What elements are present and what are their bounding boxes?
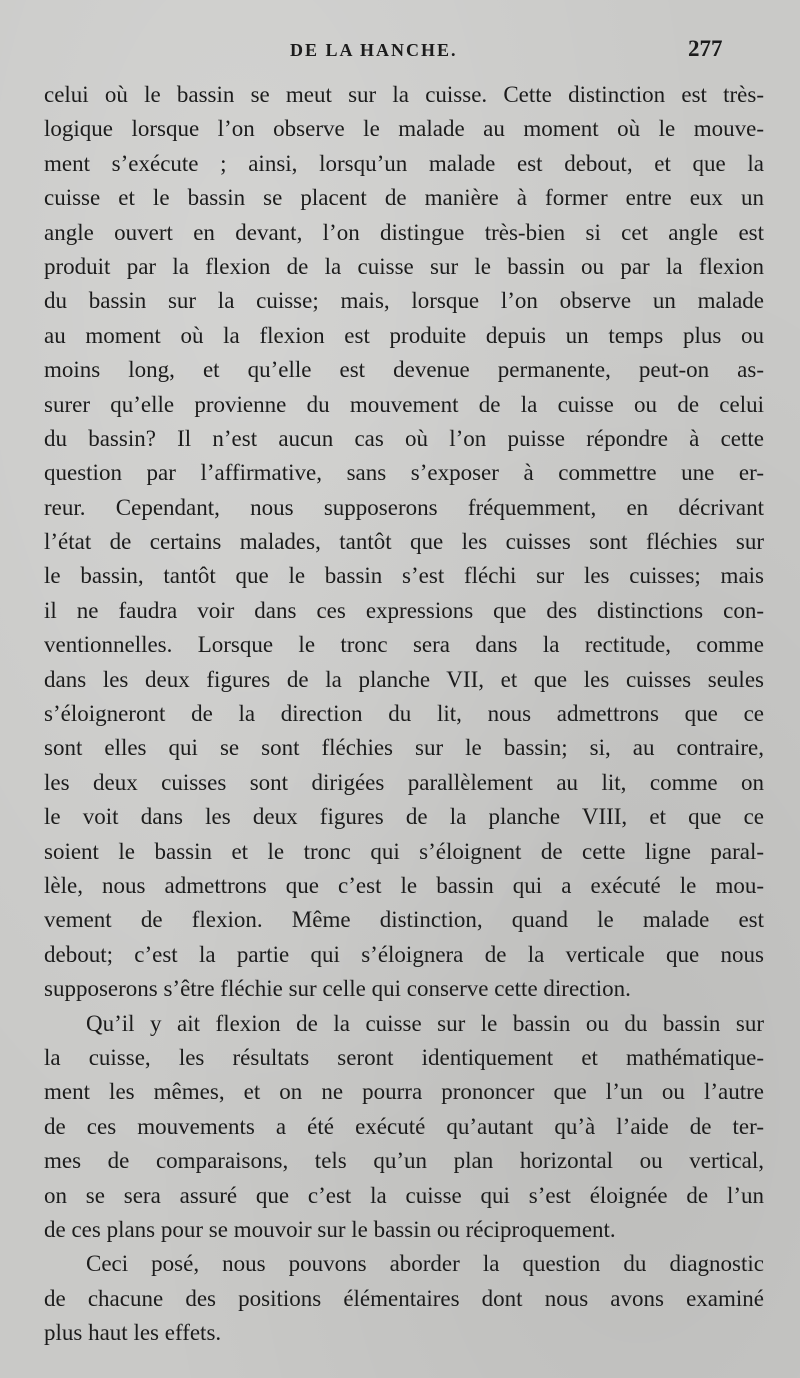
body-text bbox=[44, 78, 764, 1350]
page-number: 277 bbox=[688, 36, 723, 61]
text-line: question par l’affirmative, sans s’exposer à commettre une er- bbox=[44, 460, 764, 486]
text-line: s’éloigneront de la direction du lit, nous admettrons que ce bbox=[44, 701, 764, 727]
text-line: mes de comparaisons, tels qu’un plan horizontal ou vertical, bbox=[44, 1148, 764, 1174]
text-line: de chacune des positions élémentaires dont nous avons examiné bbox=[44, 1285, 764, 1311]
text-line: reur. Cependant, nous supposerons fréquemment, en décrivant bbox=[44, 494, 764, 520]
text-line: les deux cuisses sont dirigées parallèlement au lit, comme on bbox=[44, 769, 764, 795]
text-line: debout; c’est la partie qui s’éloignera de la verticale que nous bbox=[44, 941, 764, 967]
text-line: cuisse et le bassin se placent de manière à former entre eux un bbox=[44, 185, 764, 211]
text-line: de ces mouvements a été exécuté qu’autant qu’à l’aide de ter- bbox=[44, 1113, 764, 1139]
text-line: la cuisse, les résultats seront identiquement et mathématique- bbox=[44, 1044, 764, 1070]
text-line: Qu’il y ait flexion de la cuisse sur le bassin ou du bassin sur bbox=[86, 1010, 764, 1036]
text-line: ment les mêmes, et on ne pourra prononcer que l’un ou l’autre bbox=[44, 1079, 764, 1105]
text-line: ment s’exécute ; ainsi, lorsqu’un malade est debout, et que la bbox=[44, 150, 764, 176]
text-line: ventionnelles. Lorsque le tronc sera dans la rectitude, comme bbox=[44, 632, 764, 658]
text-line: celui où le bassin se meut sur la cuisse. Cette distinction est très- bbox=[44, 82, 764, 107]
text-line: du bassin? Il n’est aucun cas où l’on puisse répondre à cette bbox=[44, 425, 764, 451]
text-line: angle ouvert en devant, l’on distingue très-bien si cet angle est bbox=[44, 219, 764, 245]
text-line: plus haut les effets. bbox=[44, 1320, 222, 1346]
text-line: logique lorsque l’on observe le malade au moment où le mouve- bbox=[44, 116, 764, 142]
text-line: dans les deux figures de la planche VII, et que les cuisses seules bbox=[44, 666, 764, 692]
running-head bbox=[0, 36, 800, 70]
text-line: il ne faudra voir dans ces expressions que des distinctions con- bbox=[44, 597, 764, 623]
text-line: Ceci posé, nous pouvons aborder la question du diagnostic bbox=[86, 1251, 764, 1277]
text-line: moins long, et qu’elle est devenue permanente, peut-on as- bbox=[44, 357, 764, 383]
text-line: produit par la flexion de la cuisse sur le bassin ou par la flexion bbox=[44, 253, 764, 279]
text-line: le voit dans les deux figures de la planche VIII, et que ce bbox=[44, 804, 764, 830]
text-line: sont elles qui se sont fléchies sur le bassin; si, au contraire, bbox=[44, 735, 764, 761]
text-line: soient le bassin et le tronc qui s’éloignent de cette ligne paral- bbox=[44, 838, 764, 864]
running-title: DE LA HANCHE. bbox=[290, 40, 458, 60]
text-line: supposerons s’être fléchie sur celle qui conserve cette direction. bbox=[44, 976, 631, 1002]
text-line: l’état de certains malades, tantôt que les cuisses sont fléchies sur bbox=[44, 529, 764, 555]
text-line: on se sera assuré que c’est la cuisse qui s’est éloignée de l’un bbox=[44, 1182, 764, 1208]
text-line: vement de flexion. Même distinction, quand le malade est bbox=[44, 907, 764, 933]
text-line: lèle, nous admettrons que c’est le bassin qui a exécuté le mou- bbox=[44, 872, 764, 898]
text-line: le bassin, tantôt que le bassin s’est fléchi sur les cuisses; mais bbox=[44, 563, 764, 589]
text-line: surer qu’elle provienne du mouvement de la cuisse ou de celui bbox=[44, 391, 764, 417]
text-line: du bassin sur la cuisse; mais, lorsque l’on observe un malade bbox=[44, 288, 764, 314]
text-line: de ces plans pour se mouvoir sur le bassin ou réciproquement. bbox=[44, 1216, 616, 1242]
text-line: au moment où la flexion est produite depuis un temps plus ou bbox=[44, 322, 764, 348]
